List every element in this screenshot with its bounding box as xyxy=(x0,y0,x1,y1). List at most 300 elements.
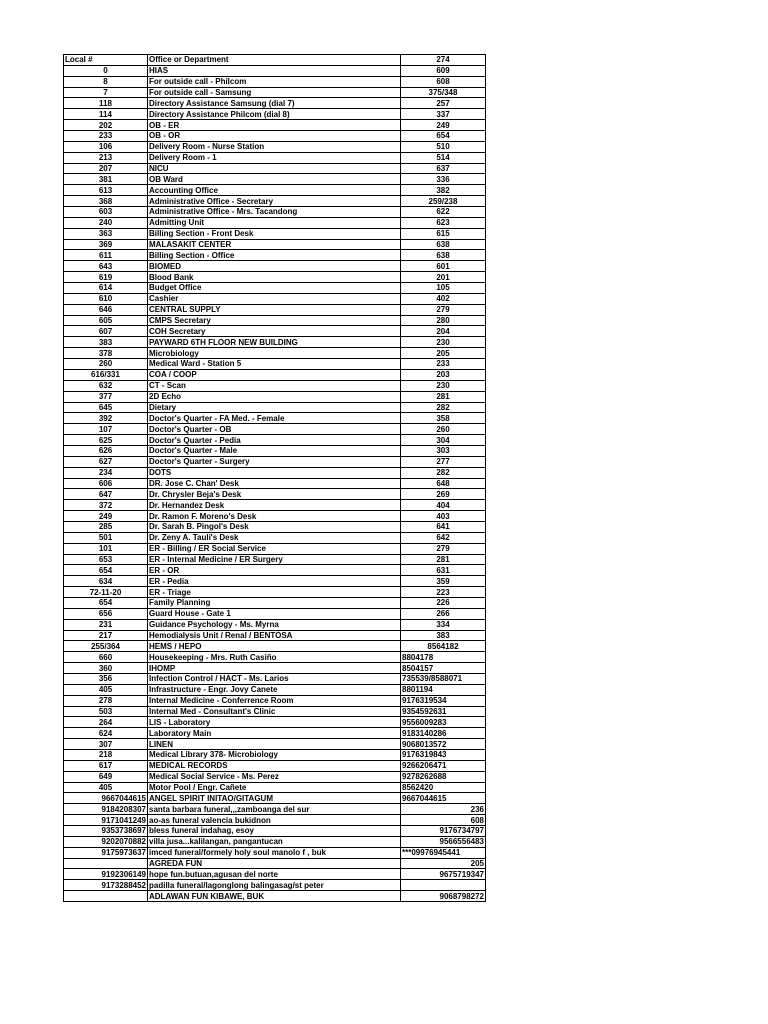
phone-number-cell: 9068013572 xyxy=(401,739,486,750)
office-name-cell: DOTS xyxy=(148,467,401,478)
local-number-cell: 118 xyxy=(64,98,148,109)
office-name-cell: Doctor's Quarter - OB xyxy=(148,424,401,435)
local-number-cell: 654 xyxy=(64,597,148,608)
table-row xyxy=(64,207,486,218)
phone-number-cell: 9176734797 xyxy=(401,826,486,837)
office-name-cell: ADLAWAN FUN KIBAWE, BUK xyxy=(148,891,401,902)
table-row xyxy=(64,141,486,152)
table-row xyxy=(64,185,486,196)
phone-number-cell: 8564182 xyxy=(401,641,486,652)
table-row xyxy=(64,706,486,717)
office-name-cell: OB Ward xyxy=(148,174,401,185)
office-name-cell: LINEN xyxy=(148,739,401,750)
phone-number-cell: 337 xyxy=(401,109,486,120)
phone-number-cell: 9667044615 xyxy=(401,793,486,804)
phone-number-cell: 226 xyxy=(401,597,486,608)
phone-number-cell: 282 xyxy=(401,467,486,478)
phone-number-cell: 249 xyxy=(401,120,486,131)
table-row xyxy=(64,424,486,435)
table-row xyxy=(64,608,486,619)
phone-number-cell: 637 xyxy=(401,163,486,174)
table-row xyxy=(64,619,486,630)
phone-number-cell: 608 xyxy=(401,815,486,826)
table-row xyxy=(64,120,486,131)
table-row xyxy=(64,478,486,489)
local-number-cell: 207 xyxy=(64,163,148,174)
office-name-cell: ER - Pedia xyxy=(148,576,401,587)
phone-number-cell: 9068798272 xyxy=(401,891,486,902)
table-row xyxy=(64,684,486,695)
local-number-cell: 9667044615 xyxy=(64,793,148,804)
local-number-cell xyxy=(64,858,148,869)
table-row xyxy=(64,793,486,804)
phone-number-cell: 281 xyxy=(401,554,486,565)
table-row xyxy=(64,771,486,782)
table-row xyxy=(64,521,486,532)
table-row xyxy=(64,880,486,891)
office-name-cell: CMPS Secretary xyxy=(148,315,401,326)
local-number-cell: 285 xyxy=(64,521,148,532)
local-number-cell: 255/364 xyxy=(64,641,148,652)
office-name-cell: For outside call - Samsung xyxy=(148,87,401,98)
office-name-cell: ANGEL SPIRIT INITAO/GITAGUM xyxy=(148,793,401,804)
phone-number-cell: 735539/8588071 xyxy=(401,673,486,684)
phone-number-cell: 277 xyxy=(401,456,486,467)
local-number-cell: 264 xyxy=(64,717,148,728)
local-number-cell: 9202070882 xyxy=(64,836,148,847)
office-name-cell: DR. Jose C. Chan' Desk xyxy=(148,478,401,489)
office-name-cell: Microbiology xyxy=(148,348,401,359)
local-number-cell: 624 xyxy=(64,728,148,739)
table-row xyxy=(64,532,486,543)
phone-number-cell: 203 xyxy=(401,369,486,380)
local-number-cell: 634 xyxy=(64,576,148,587)
local-number-cell: 613 xyxy=(64,185,148,196)
office-name-cell: Dr. Zeny A. Tauli's Desk xyxy=(148,532,401,543)
phone-number-cell: 402 xyxy=(401,293,486,304)
local-number-cell: 647 xyxy=(64,489,148,500)
office-name-cell: Office or Department xyxy=(148,55,401,66)
local-number-cell xyxy=(64,891,148,902)
phone-number-cell: 304 xyxy=(401,435,486,446)
local-number-cell: 9175973637 xyxy=(64,847,148,858)
office-name-cell: CT - Scan xyxy=(148,380,401,391)
local-number-cell: 356 xyxy=(64,673,148,684)
office-name-cell: Blood Bank xyxy=(148,272,401,283)
table-row xyxy=(64,391,486,402)
table-row xyxy=(64,565,486,576)
local-number-cell: 646 xyxy=(64,304,148,315)
office-name-cell: Delivery Room - Nurse Station xyxy=(148,141,401,152)
table-row xyxy=(64,87,486,98)
office-name-cell: Medical Ward - Station 5 xyxy=(148,359,401,370)
local-number-cell: 405 xyxy=(64,782,148,793)
office-name-cell: PAYWARD 6TH FLOOR NEW BUILDING xyxy=(148,337,401,348)
table-row xyxy=(64,511,486,522)
table-row xyxy=(64,652,486,663)
local-number-cell: 372 xyxy=(64,500,148,511)
table-row xyxy=(64,869,486,880)
table-row xyxy=(64,196,486,207)
local-number-cell: 619 xyxy=(64,272,148,283)
phone-number-cell: 279 xyxy=(401,304,486,315)
table-row xyxy=(64,239,486,250)
table-row xyxy=(64,543,486,554)
table-row xyxy=(64,445,486,456)
office-name-cell: MEDICAL RECORDS xyxy=(148,760,401,771)
table-row xyxy=(64,272,486,283)
office-name-cell: ER - Billing / ER Social Service xyxy=(148,543,401,554)
table-row xyxy=(64,326,486,337)
local-number-cell: 8 xyxy=(64,76,148,87)
table-row xyxy=(64,587,486,598)
local-number-cell: 72-11-20 xyxy=(64,587,148,598)
phone-number-cell: 201 xyxy=(401,272,486,283)
phone-number-cell: 9556009283 xyxy=(401,717,486,728)
local-number-cell: 501 xyxy=(64,532,148,543)
phone-number-cell: 279 xyxy=(401,543,486,554)
office-name-cell: Infection Control / HACT - Ms. Larios xyxy=(148,673,401,684)
phone-number-cell: 622 xyxy=(401,207,486,218)
table-row xyxy=(64,500,486,511)
phone-number-cell: 230 xyxy=(401,380,486,391)
table-row xyxy=(64,858,486,869)
phone-number-cell: 9266206471 xyxy=(401,760,486,771)
directory-table-body xyxy=(64,55,486,902)
office-name-cell: ao-as funeral valencia bukidnon xyxy=(148,815,401,826)
office-name-cell: Accounting Office xyxy=(148,185,401,196)
office-name-cell: Internal Medicine - Conferrence Room xyxy=(148,695,401,706)
local-number-cell: 643 xyxy=(64,261,148,272)
table-row xyxy=(64,663,486,674)
table-row xyxy=(64,228,486,239)
phone-number-cell: 641 xyxy=(401,521,486,532)
table-row xyxy=(64,728,486,739)
phone-number-cell: 8562420 xyxy=(401,782,486,793)
phone-number-cell: 510 xyxy=(401,141,486,152)
office-name-cell: Delivery Room - 1 xyxy=(148,152,401,163)
office-name-cell: Medical Library 378- Microbiology xyxy=(148,750,401,761)
office-name-cell: Billing Section - Office xyxy=(148,250,401,261)
office-name-cell: NICU xyxy=(148,163,401,174)
local-number-cell: 363 xyxy=(64,228,148,239)
table-row xyxy=(64,261,486,272)
phone-number-cell: 359 xyxy=(401,576,486,587)
office-name-cell: Cashier xyxy=(148,293,401,304)
office-name-cell: Infrastructure - Engr. Jovy Canete xyxy=(148,684,401,695)
office-name-cell: COA / COOP xyxy=(148,369,401,380)
phone-number-cell: 9176319534 xyxy=(401,695,486,706)
local-number-cell: 9171041249 xyxy=(64,815,148,826)
phone-number-cell: 601 xyxy=(401,261,486,272)
local-number-cell: 106 xyxy=(64,141,148,152)
table-row xyxy=(64,717,486,728)
phone-number-cell: 403 xyxy=(401,511,486,522)
office-name-cell: hope fun.butuan,agusan del norte xyxy=(148,869,401,880)
local-number-cell: 383 xyxy=(64,337,148,348)
local-number-cell: 0 xyxy=(64,65,148,76)
table-row xyxy=(64,804,486,815)
table-row xyxy=(64,337,486,348)
local-number-cell: 632 xyxy=(64,380,148,391)
phone-number-cell: 236 xyxy=(401,804,486,815)
phone-number-cell: 269 xyxy=(401,489,486,500)
local-number-cell: 218 xyxy=(64,750,148,761)
office-name-cell: Doctor's Quarter - FA Med. - Female xyxy=(148,413,401,424)
phone-number-cell: 8804178 xyxy=(401,652,486,663)
table-row xyxy=(64,250,486,261)
phone-number-cell: 266 xyxy=(401,608,486,619)
phone-number-cell: 383 xyxy=(401,630,486,641)
table-row xyxy=(64,695,486,706)
local-number-cell: 9192306149 xyxy=(64,869,148,880)
phone-number-cell: 404 xyxy=(401,500,486,511)
office-name-cell: Administrative Office - Secretary xyxy=(148,196,401,207)
office-name-cell: Billing Section - Front Desk xyxy=(148,228,401,239)
phone-number-cell: 9176319843 xyxy=(401,750,486,761)
office-name-cell: Motor Pool / Engr. Cañete xyxy=(148,782,401,793)
local-number-cell: 231 xyxy=(64,619,148,630)
table-row xyxy=(64,435,486,446)
local-number-cell: 392 xyxy=(64,413,148,424)
phone-number-cell: 260 xyxy=(401,424,486,435)
office-name-cell: Budget Office xyxy=(148,283,401,294)
table-row xyxy=(64,467,486,478)
office-name-cell: COH Secretary xyxy=(148,326,401,337)
table-row xyxy=(64,413,486,424)
local-number-cell: 377 xyxy=(64,391,148,402)
office-name-cell: ER - Triage xyxy=(148,587,401,598)
phone-number-cell: 223 xyxy=(401,587,486,598)
office-name-cell: BIOMED xyxy=(148,261,401,272)
local-number-cell: Local # xyxy=(64,55,148,66)
local-number-cell: 381 xyxy=(64,174,148,185)
office-name-cell: Dr. Ramon F. Moreno's Desk xyxy=(148,511,401,522)
local-number-cell: 625 xyxy=(64,435,148,446)
office-name-cell: Medical Social Service - Ms. Perez xyxy=(148,771,401,782)
phone-number-cell: 274 xyxy=(401,55,486,66)
table-row xyxy=(64,489,486,500)
office-name-cell: bless funeral indahag, esoy xyxy=(148,826,401,837)
local-number-cell: 626 xyxy=(64,445,148,456)
phone-number-cell: 631 xyxy=(401,565,486,576)
table-row xyxy=(64,750,486,761)
phone-number-cell: 280 xyxy=(401,315,486,326)
office-name-cell: HEMS / HEPO xyxy=(148,641,401,652)
office-name-cell: MALASAKIT CENTER xyxy=(148,239,401,250)
phone-number-cell: 257 xyxy=(401,98,486,109)
local-number-cell: 503 xyxy=(64,706,148,717)
table-header-row xyxy=(64,55,486,66)
phone-number-cell: 638 xyxy=(401,250,486,261)
office-name-cell: Doctor's Quarter - Male xyxy=(148,445,401,456)
phone-number-cell: 642 xyxy=(401,532,486,543)
local-number-cell: 603 xyxy=(64,207,148,218)
phone-number-cell: 654 xyxy=(401,131,486,142)
phone-number-cell: 514 xyxy=(401,152,486,163)
phone-number-cell: 608 xyxy=(401,76,486,87)
local-number-cell: 653 xyxy=(64,554,148,565)
phone-number-cell xyxy=(401,880,486,891)
local-number-cell: 107 xyxy=(64,424,148,435)
local-number-cell: 240 xyxy=(64,217,148,228)
local-number-cell: 369 xyxy=(64,239,148,250)
office-name-cell: Dr. Hernandez Desk xyxy=(148,500,401,511)
office-name-cell: HIAS xyxy=(148,65,401,76)
local-number-cell: 605 xyxy=(64,315,148,326)
phone-number-cell: 9566556483 xyxy=(401,836,486,847)
office-name-cell: ER - OR xyxy=(148,565,401,576)
local-number-cell: 607 xyxy=(64,326,148,337)
table-row xyxy=(64,826,486,837)
table-row xyxy=(64,597,486,608)
table-row xyxy=(64,359,486,370)
table-row xyxy=(64,348,486,359)
phone-number-cell: 282 xyxy=(401,402,486,413)
local-number-cell: 606 xyxy=(64,478,148,489)
phone-number-cell: 233 xyxy=(401,359,486,370)
office-name-cell: AGREDA FUN xyxy=(148,858,401,869)
table-row xyxy=(64,152,486,163)
office-name-cell: Guidance Psychology - Ms. Myrna xyxy=(148,619,401,630)
table-row xyxy=(64,380,486,391)
office-name-cell: Doctor's Quarter - Pedia xyxy=(148,435,401,446)
table-row xyxy=(64,673,486,684)
phone-number-cell: 281 xyxy=(401,391,486,402)
office-name-cell: Administrative Office - Mrs. Tacandong xyxy=(148,207,401,218)
table-row xyxy=(64,369,486,380)
local-number-cell: 617 xyxy=(64,760,148,771)
phone-number-cell: 9354592631 xyxy=(401,706,486,717)
local-number-cell: 101 xyxy=(64,543,148,554)
office-name-cell: ER - Internal Medicine / ER Surgery xyxy=(148,554,401,565)
directory-table xyxy=(63,54,486,902)
local-number-cell: 649 xyxy=(64,771,148,782)
phone-number-cell: 9183140286 xyxy=(401,728,486,739)
table-row xyxy=(64,760,486,771)
table-row xyxy=(64,739,486,750)
table-row xyxy=(64,554,486,565)
phone-number-cell: 9675719347 xyxy=(401,869,486,880)
table-row xyxy=(64,304,486,315)
office-name-cell: Dr. Chrysler Beja's Desk xyxy=(148,489,401,500)
phone-number-cell: 609 xyxy=(401,65,486,76)
office-name-cell: OB - OR xyxy=(148,131,401,142)
local-number-cell: 614 xyxy=(64,283,148,294)
office-name-cell: Internal Med - Consultant's Clinic xyxy=(148,706,401,717)
local-number-cell: 610 xyxy=(64,293,148,304)
local-number-cell: 9184208307 xyxy=(64,804,148,815)
table-row xyxy=(64,217,486,228)
office-name-cell: imced funeral/formely holy soul manolo f , buk xyxy=(148,847,401,858)
table-row xyxy=(64,174,486,185)
table-row xyxy=(64,456,486,467)
phone-number-cell: 8801194 xyxy=(401,684,486,695)
phone-number-cell: 336 xyxy=(401,174,486,185)
office-name-cell: 2D Echo xyxy=(148,391,401,402)
table-row xyxy=(64,293,486,304)
office-name-cell: Doctor's Quarter - Surgery xyxy=(148,456,401,467)
local-number-cell: 611 xyxy=(64,250,148,261)
phone-number-cell: 303 xyxy=(401,445,486,456)
office-name-cell: Directory Assistance Samsung (dial 7) xyxy=(148,98,401,109)
phone-number-cell: 230 xyxy=(401,337,486,348)
phone-number-cell: 204 xyxy=(401,326,486,337)
local-number-cell: 307 xyxy=(64,739,148,750)
table-row xyxy=(64,283,486,294)
local-number-cell: 405 xyxy=(64,684,148,695)
table-row xyxy=(64,630,486,641)
local-number-cell: 9173288452 xyxy=(64,880,148,891)
phone-number-cell: 382 xyxy=(401,185,486,196)
phone-number-cell: 259/238 xyxy=(401,196,486,207)
office-name-cell: Housekeeping - Mrs. Ruth Casiño xyxy=(148,652,401,663)
local-number-cell: 213 xyxy=(64,152,148,163)
local-number-cell: 233 xyxy=(64,131,148,142)
local-number-cell: 660 xyxy=(64,652,148,663)
phone-number-cell: 9278262688 xyxy=(401,771,486,782)
local-number-cell: 360 xyxy=(64,663,148,674)
phone-number-cell: 375/348 xyxy=(401,87,486,98)
table-row xyxy=(64,163,486,174)
local-number-cell: 7 xyxy=(64,87,148,98)
phone-number-cell: 615 xyxy=(401,228,486,239)
office-name-cell: Guard House - Gate 1 xyxy=(148,608,401,619)
local-number-cell: 234 xyxy=(64,467,148,478)
local-number-cell: 616/331 xyxy=(64,369,148,380)
table-row xyxy=(64,402,486,413)
local-number-cell: 202 xyxy=(64,120,148,131)
table-row xyxy=(64,98,486,109)
local-number-cell: 368 xyxy=(64,196,148,207)
office-name-cell: villa jusa...kalilangan, pangantucan xyxy=(148,836,401,847)
office-name-cell: Dr. Sarah B. Pingol's Desk xyxy=(148,521,401,532)
local-number-cell: 114 xyxy=(64,109,148,120)
phone-number-cell: 105 xyxy=(401,283,486,294)
local-number-cell: 249 xyxy=(64,511,148,522)
office-name-cell: IHOMP xyxy=(148,663,401,674)
table-row xyxy=(64,131,486,142)
office-name-cell: Hemodialysis Unit / Renal / BENTOSA xyxy=(148,630,401,641)
office-name-cell: Admitting Unit xyxy=(148,217,401,228)
phone-number-cell: ***09976945441 xyxy=(401,847,486,858)
phone-number-cell: 8504157 xyxy=(401,663,486,674)
local-number-cell: 645 xyxy=(64,402,148,413)
phone-number-cell: 648 xyxy=(401,478,486,489)
office-name-cell: Directory Assistance Philcom (dial 8) xyxy=(148,109,401,120)
phone-number-cell: 638 xyxy=(401,239,486,250)
local-number-cell: 260 xyxy=(64,359,148,370)
office-name-cell: CENTRAL SUPPLY xyxy=(148,304,401,315)
phone-number-cell: 358 xyxy=(401,413,486,424)
office-name-cell: Dietary xyxy=(148,402,401,413)
phone-number-cell: 334 xyxy=(401,619,486,630)
local-number-cell: 378 xyxy=(64,348,148,359)
office-name-cell: padilla funeral/lagonglong balingasag/st peter xyxy=(148,880,401,891)
office-name-cell: Family Planning xyxy=(148,597,401,608)
table-row xyxy=(64,576,486,587)
table-row xyxy=(64,815,486,826)
table-row xyxy=(64,109,486,120)
office-name-cell: For outside call - Philcom xyxy=(148,76,401,87)
local-number-cell: 654 xyxy=(64,565,148,576)
local-number-cell: 9353738697 xyxy=(64,826,148,837)
office-name-cell: Laboratory Main xyxy=(148,728,401,739)
local-number-cell: 656 xyxy=(64,608,148,619)
phone-number-cell: 205 xyxy=(401,858,486,869)
office-name-cell: OB - ER xyxy=(148,120,401,131)
phone-number-cell: 205 xyxy=(401,348,486,359)
